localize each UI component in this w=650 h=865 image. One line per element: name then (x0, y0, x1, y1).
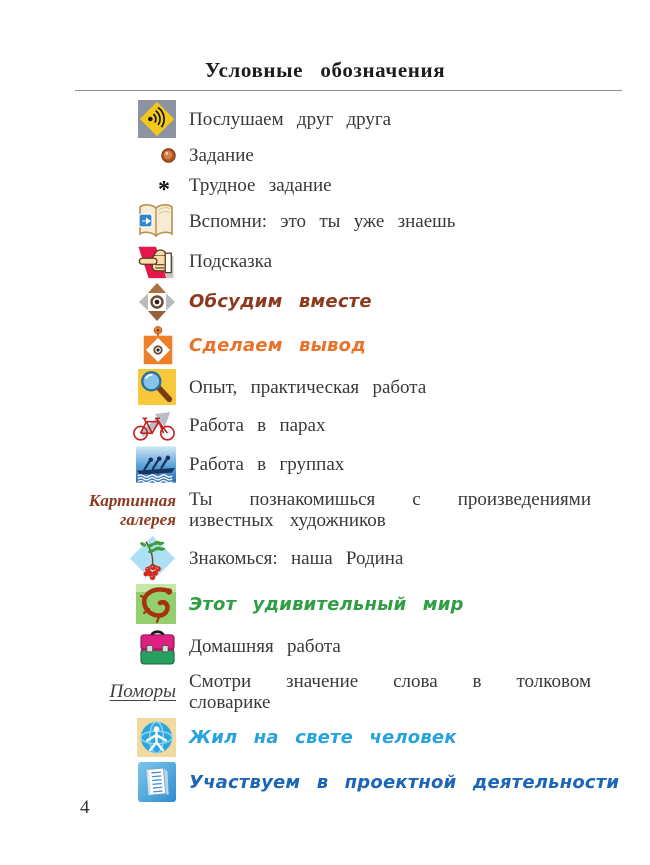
legend-row (75, 280, 622, 323)
legend-label: Трудное задание (189, 174, 332, 196)
legend-label: Участвуем в проектной деятельности (189, 771, 620, 793)
page-number: 4 (80, 797, 90, 818)
gallery-text-label: Картинная галерея (88, 490, 176, 529)
title-divider (75, 90, 622, 91)
legend-label: Вспомни: это ты уже знаешь (189, 210, 456, 232)
legend-row (75, 323, 622, 367)
legend-label: Знакомься: наша Родина (189, 547, 404, 569)
legend-row (75, 98, 622, 140)
discuss-icon (138, 282, 176, 322)
experiment-icon (138, 369, 176, 405)
legend-label: Сделаем вывод (189, 334, 366, 356)
lizard-icon (136, 584, 176, 624)
legend-label: Смотри значение слова в толковом словарике (189, 670, 591, 713)
legend-list (75, 98, 622, 805)
remember-book-icon (136, 201, 176, 241)
legend-row (75, 759, 622, 805)
conclusion-icon (140, 325, 176, 366)
legend-row (75, 200, 622, 242)
legend-row (75, 170, 622, 203)
legend-label: Задание (189, 144, 254, 166)
rowing-team-icon (136, 446, 176, 483)
asterisk-icon: * (158, 177, 170, 203)
legend-row (75, 242, 622, 280)
legend-row (75, 626, 622, 667)
legend-label: Домашняя работа (189, 636, 341, 657)
vitruvian-man-icon (137, 718, 176, 757)
legend-row (75, 534, 622, 582)
legend-row (75, 582, 622, 626)
legend-label: Этот удивительный мир (189, 593, 464, 615)
legend-row (75, 444, 622, 485)
legend-row (75, 367, 622, 407)
rowan-diamond-icon (129, 535, 176, 582)
listen-icon (138, 100, 176, 138)
schoolbag-icon (139, 627, 176, 666)
legend-label: Работа в парах (189, 415, 326, 436)
legend-row (75, 407, 622, 444)
hint-hand-icon (136, 243, 176, 280)
legend-label: Опыт, практическая работа (189, 376, 427, 398)
legend-row (75, 140, 622, 170)
legend-label: Подсказка (189, 250, 273, 272)
legend-row (75, 667, 622, 716)
page-title: Условные обозначения (204, 58, 446, 82)
task-bullet-icon (161, 148, 176, 163)
legend-row (75, 716, 622, 759)
legend-label: Послушаем друг друга (189, 108, 392, 130)
legend-row (75, 485, 622, 534)
legend-label: Ты познакомишься с произведениями известных художников (189, 488, 591, 531)
legend-label: Работа в группах (189, 454, 345, 475)
legend-label: Обсудим вместе (189, 291, 372, 312)
tandem-bicycle-icon (132, 409, 176, 442)
notebook-icon (138, 762, 176, 802)
legend-label: Жил на свете человек (189, 727, 457, 748)
dictionary-word-label: Поморы (109, 680, 176, 702)
